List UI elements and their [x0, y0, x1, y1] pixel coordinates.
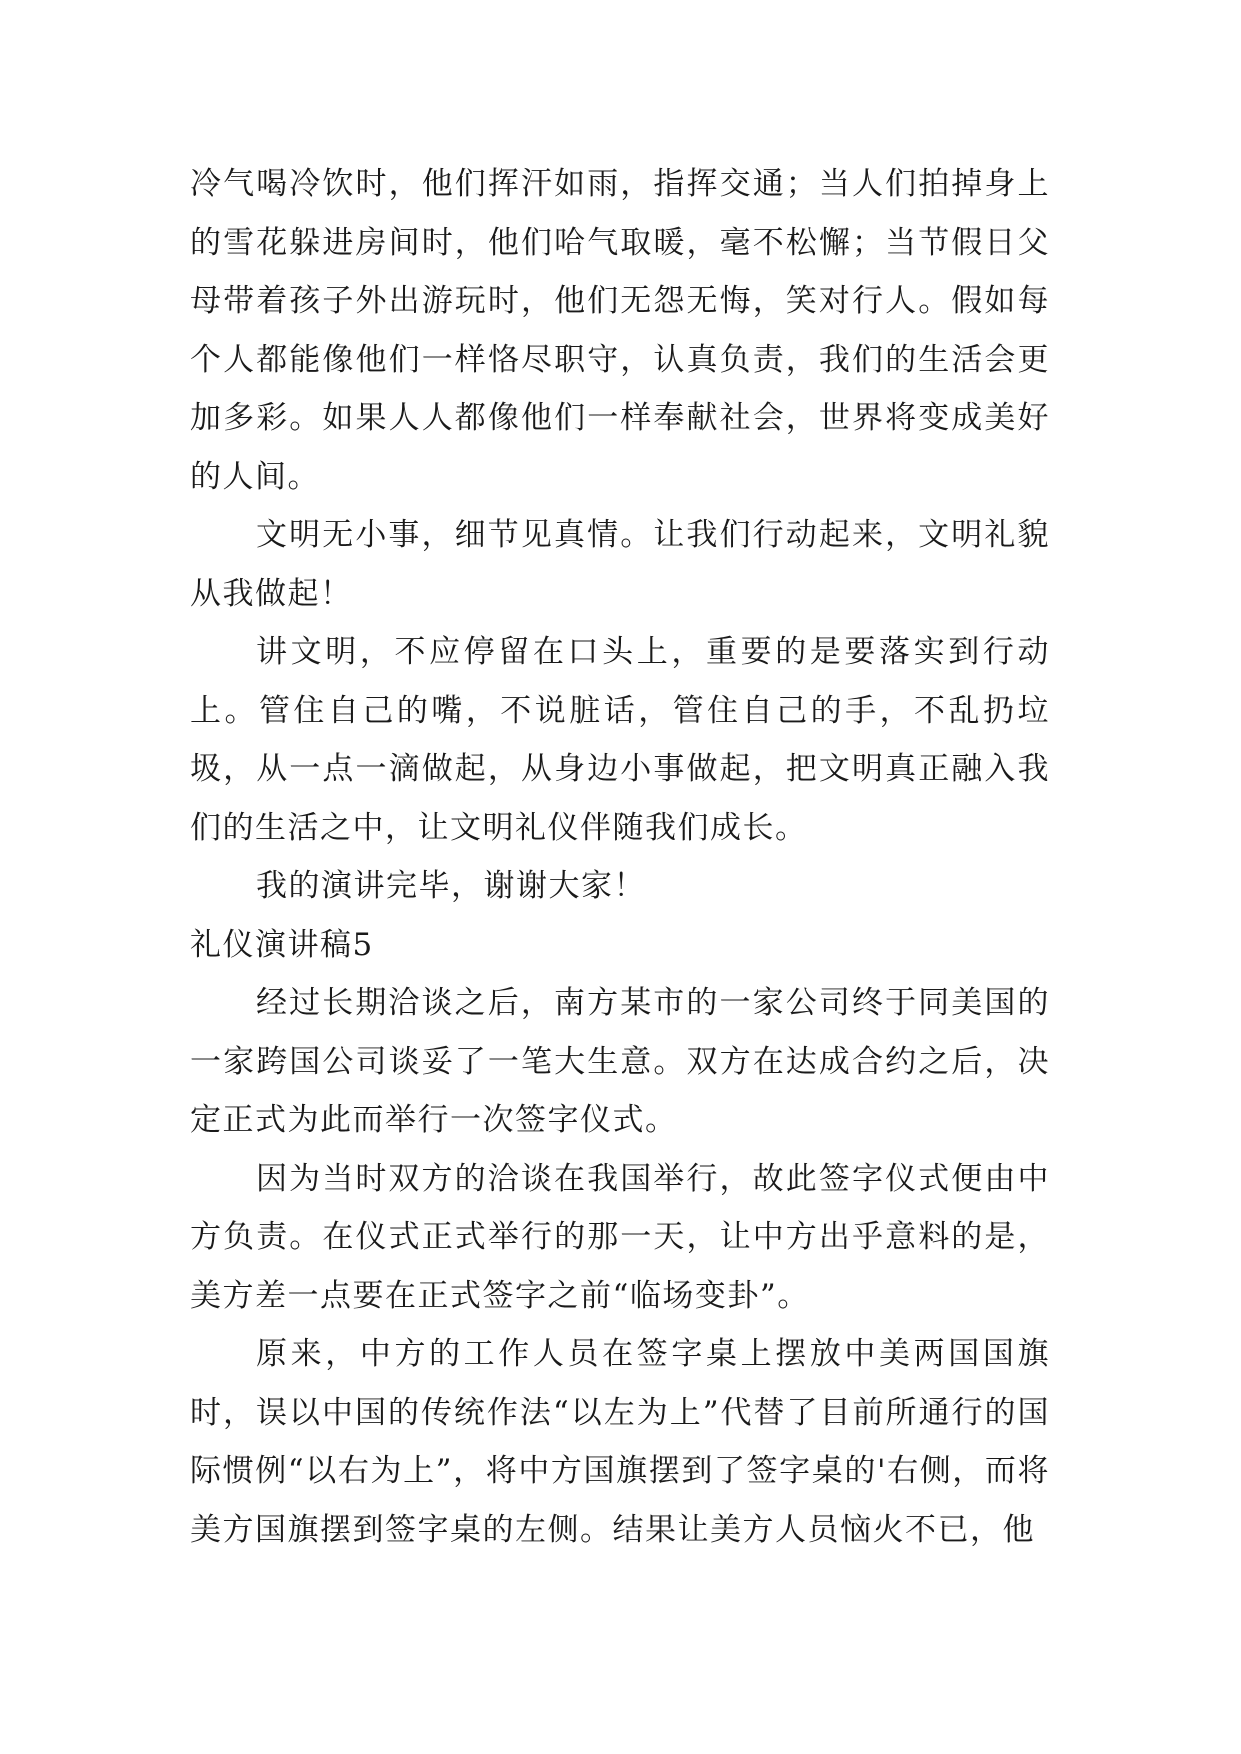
paragraph-6: 因为当时双方的洽谈在我国举行，故此签字仪式便由中方负责。在仪式正式举行的那一天，让中方出乎意料的是，美方差一点要在正式签字之前“临场变卦”。: [190, 1160, 1050, 1314]
paragraph-7: 原来，中方的工作人员在签字桌上摆放中美两国国旗时，误以中国的传统作法“以左为上”代替了目前所通行的国际惯例“以右为上”，将中方国旗摆到了签字桌的'右侧，而将美方国旗摆到签字桌的左侧。结果让美方人员恼火不已，他: [190, 1336, 1050, 1548]
paragraph-5: 经过长期洽谈之后，南方某市的一家公司终于同美国的一家跨国公司谈妥了一笔大生意。双方在达成合约之后，决定正式为此而举行一次签字仪式。: [190, 985, 1050, 1138]
section-title: 礼仪演讲稿5: [190, 926, 374, 963]
paragraph-1: 冷气喝冷饮时，他们挥汗如雨，指挥交通；当人们拍掉身上的雪花躲进房间时，他们哈气取暖，毫不松懈；当节假日父母带着孩子外出游玩时，他们无怨无悔，笑对行人。假如每个人都能像他们一样恪尽职守，认真负责，我们的生活会更加多彩。如果人人都像他们一样奉献社会，世界将变成美好的人间。: [190, 166, 1050, 495]
paragraph-2: 文明无小事，细节见真情。让我们行动起来，文明礼貌从我做起！: [190, 517, 1050, 612]
paragraph-3: 讲文明，不应停留在口头上，重要的是要落实到行动上。管住自己的嘴，不说脏话，管住自己的手，不乱扔垃圾，从一点一滴做起，从身边小事做起，把文明真正融入我们的生活之中，让文明礼仪伴随我们成长。: [190, 634, 1050, 846]
document-body: [190, 155, 1050, 1559]
paragraph-4: 我的演讲完毕，谢谢大家！: [256, 868, 646, 904]
